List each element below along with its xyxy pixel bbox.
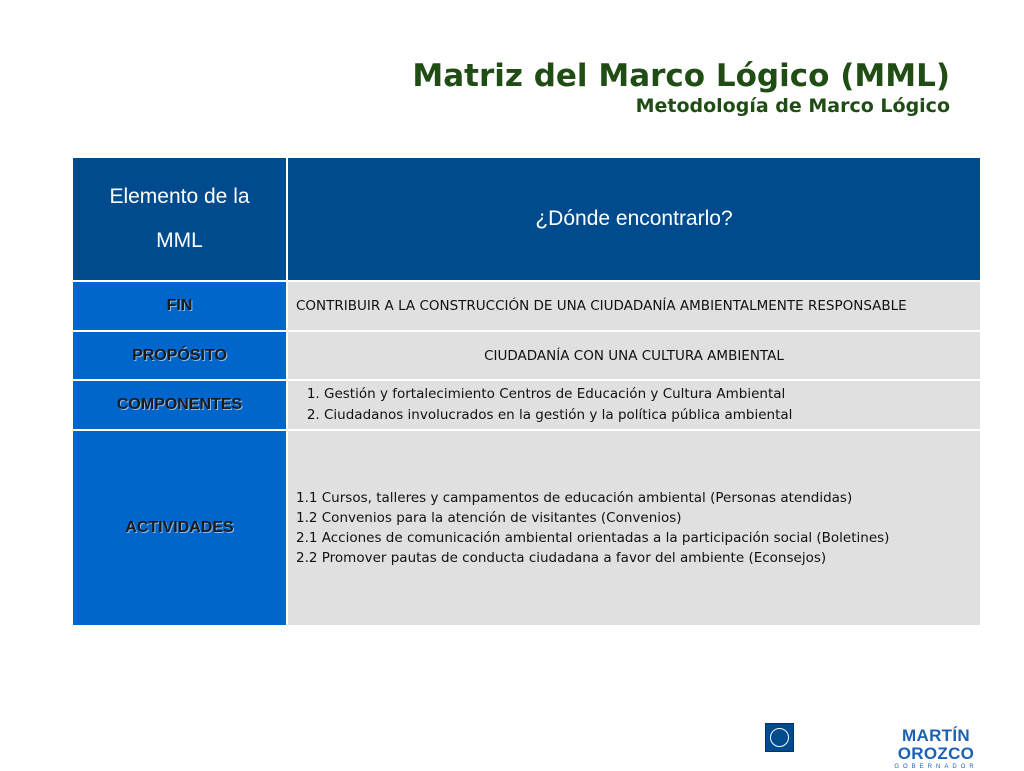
list-item: 1.2 Convenios para la atención de visitantes (Convenios) <box>296 510 682 526</box>
slide-title-block <box>412 58 950 118</box>
pan-logo-circle <box>770 728 789 747</box>
brand-logo <box>862 727 1010 771</box>
slide-title: Matriz del Marco Lógico (MML) <box>412 58 950 94</box>
row-label-fin: FIN <box>72 281 287 331</box>
header-donde: ¿Dónde encontrarlo? <box>287 157 981 281</box>
actividades-list <box>296 488 972 568</box>
pan-logo <box>765 723 794 752</box>
header-elemento-line1: Elemento de la <box>109 185 250 208</box>
row-label-proposito: PROPÓSITO <box>72 331 287 380</box>
header-elemento <box>72 157 287 281</box>
list-item: 2. Ciudadanos involucrados en la gestión y la política pública ambiental <box>324 405 972 426</box>
brand-role: GOBERNADOR <box>894 764 978 770</box>
row-label-actividades: ACTIVIDADES <box>72 430 287 626</box>
table-row-proposito <box>72 331 981 380</box>
row-label-componentes: COMPONENTES <box>72 380 287 430</box>
table-row-actividades <box>72 430 981 626</box>
list-item: 1. Gestión y fortalecimiento Centros de Educación y Cultura Ambiental <box>324 384 972 405</box>
slide-subtitle: Metodología de Marco Lógico <box>635 95 950 117</box>
row-text-componentes <box>287 380 981 430</box>
table-row-componentes <box>72 380 981 430</box>
header-elemento-line2: MML <box>156 229 203 252</box>
table-header-row <box>72 157 981 281</box>
list-item: 2.1 Acciones de comunicación ambiental orientadas a la participación social (Boletines) <box>296 530 890 546</box>
componentes-list <box>296 384 972 426</box>
list-item: 1.1 Cursos, talleres y campamentos de educación ambiental (Personas atendidas) <box>296 490 853 506</box>
row-text-proposito: CIUDADANÍA CON UNA CULTURA AMBIENTAL <box>287 331 981 380</box>
list-item: 2.2 Promover pautas de conducta ciudadana a favor del ambiente (Econsejos) <box>296 550 827 566</box>
table-row-fin <box>72 281 981 331</box>
brand-name: MARTÍN OROZCO <box>897 726 975 763</box>
row-text-actividades <box>287 430 981 626</box>
row-text-fin: CONTRIBUIR A LA CONSTRUCCIÓN DE UNA CIUDADANÍA AMBIENTALMENTE RESPONSABLE <box>287 281 981 331</box>
mml-table <box>71 156 982 627</box>
